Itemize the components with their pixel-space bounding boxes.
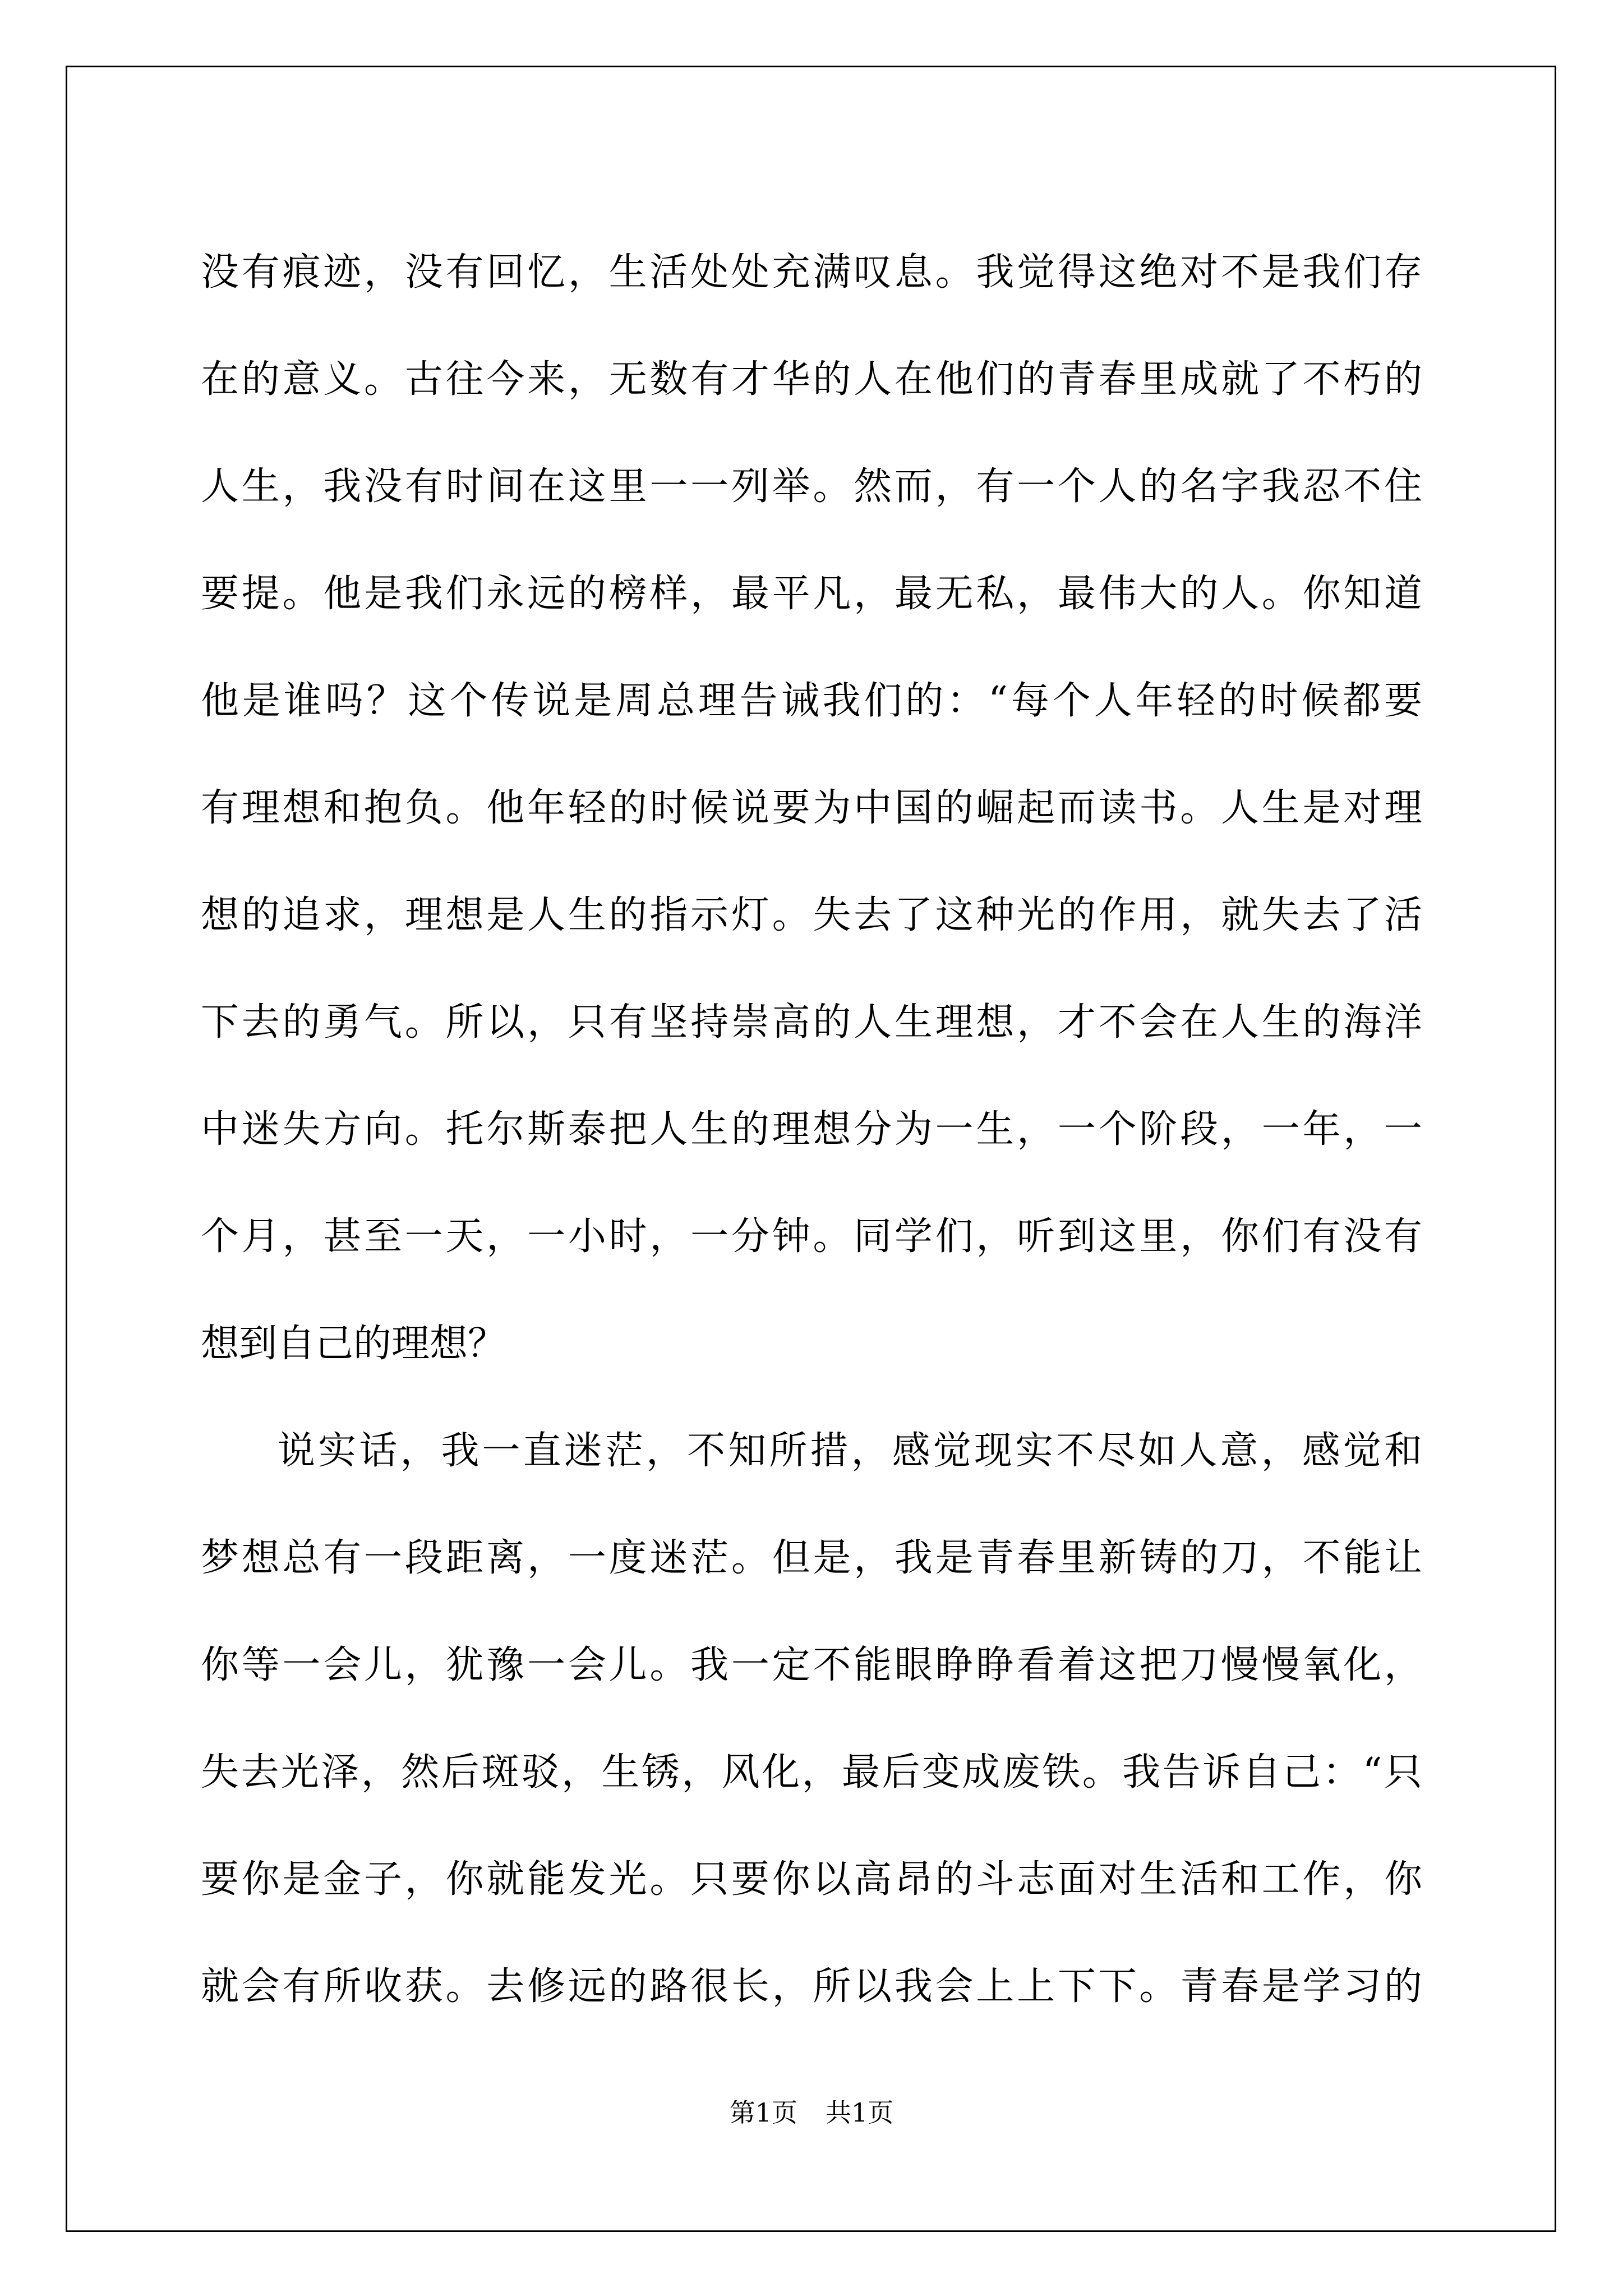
text-line: 想到自己的理想？ bbox=[201, 1322, 506, 1366]
text-line: 在的意义。古往今来，无数有才华的人在他们的青春里成就了不朽的 bbox=[201, 357, 1422, 402]
text-line: 个月，甚至一天，一小时，一分钟。同学们，听到这里，你们有没有 bbox=[201, 1214, 1422, 1259]
document-body bbox=[201, 219, 1422, 2147]
paragraph-1 bbox=[201, 219, 1422, 1397]
text-line: 下去的勇气。所以，只有坚持崇高的人生理想，才不会在人生的海洋 bbox=[201, 1000, 1422, 1045]
text-line: 你等一会儿，犹豫一会儿。我一定不能眼睁睁看着这把刀慢慢氧化， bbox=[201, 1643, 1422, 1687]
page-total: 共1页 bbox=[826, 2097, 894, 2128]
text-line: 中迷失方向。托尔斯泰把人生的理想分为一生，一个阶段，一年，一 bbox=[201, 1107, 1422, 1152]
text-line bbox=[201, 2040, 1422, 2147]
text-line: 梦想总有一段距离，一度迷茫。但是，我是青春里新铸的刀，不能让 bbox=[201, 1536, 1422, 1580]
text-line: 他是谁吗？这个传说是周总理告诫我们的：“每个人年轻的时候都要 bbox=[201, 679, 1422, 723]
text-line: 就会有所收获。去修远的路很长，所以我会上上下下。青春是学习的 bbox=[201, 1964, 1422, 2009]
text-line: 有理想和抱负。他年轻的时候说要为中国的崛起而读书。人生是对理 bbox=[201, 786, 1422, 830]
text-line: 没有痕迹，没有回忆，生活处处充满叹息。我觉得这绝对不是我们存 bbox=[201, 250, 1422, 295]
text-line: 想的追求，理想是人生的指示灯。失去了这种光的作用，就失去了活 bbox=[201, 893, 1422, 937]
text-line: 说实话，我一直迷茫，不知所措，感觉现实不尽如人意，感觉和 bbox=[277, 1429, 1422, 1473]
text-line: 要提。他是我们永远的榜样，最平凡，最无私，最伟大的人。你知道 bbox=[201, 572, 1422, 616]
text-line: 人生，我没有时间在这里一一列举。然而，有一个人的名字我忍不住 bbox=[201, 464, 1422, 509]
text-line: 失去光泽，然后斑驳，生锈，风化，最后变成废铁。我告诉自己：“只 bbox=[201, 1750, 1422, 1795]
text-line: 要你是金子，你就能发光。只要你以高昂的斗志面对生活和工作，你 bbox=[201, 1857, 1422, 1902]
paragraph-2 bbox=[201, 1397, 1422, 2147]
page-footer bbox=[0, 2096, 1623, 2129]
page-number: 第1页 bbox=[729, 2097, 797, 2128]
